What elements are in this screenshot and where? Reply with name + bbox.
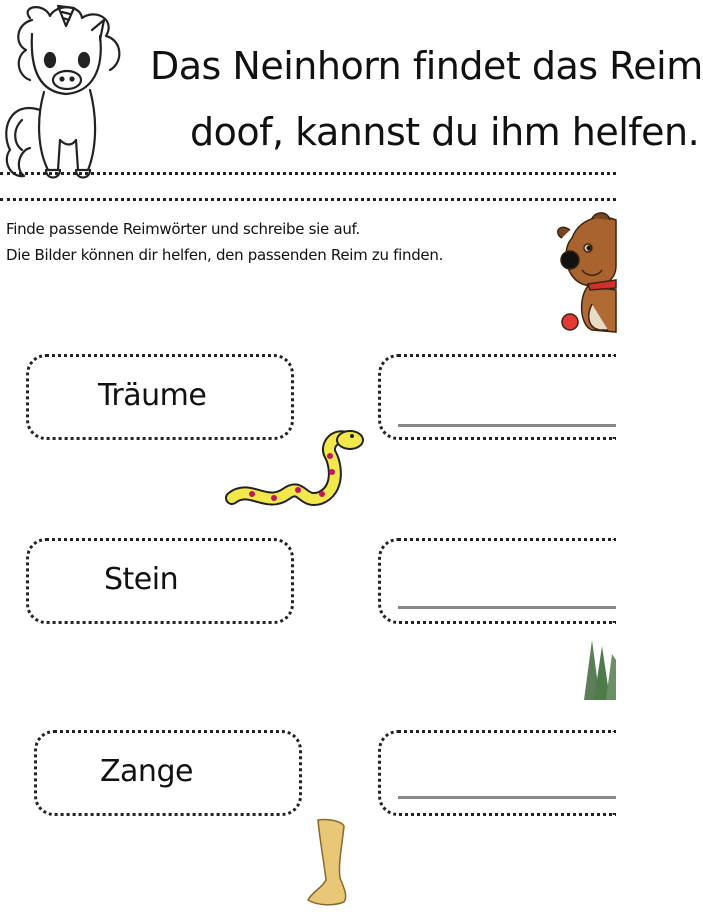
dog-icon bbox=[552, 208, 616, 336]
header-divider bbox=[0, 172, 616, 175]
answer-line-3 bbox=[398, 796, 616, 799]
word-1: Träume bbox=[98, 378, 207, 413]
unicorn-icon bbox=[0, 0, 136, 196]
page-title-line-1: Das Neinhorn findet das Reim bbox=[150, 44, 703, 88]
answer-field-3[interactable] bbox=[378, 730, 616, 816]
trees-icon bbox=[584, 640, 616, 700]
instruction-line-1: Finde passende Reimwörter und schreibe sie auf. bbox=[6, 220, 360, 238]
instruction-line-2: Die Bilder können dir helfen, den passenden Reim zu finden. bbox=[6, 246, 444, 264]
answer-field-1[interactable] bbox=[378, 354, 616, 440]
word-2: Stein bbox=[104, 562, 179, 597]
answer-field-2[interactable] bbox=[378, 538, 616, 624]
leg-icon bbox=[304, 816, 356, 908]
answer-line-1 bbox=[398, 424, 616, 427]
answer-line-2 bbox=[398, 606, 616, 609]
page-title-line-2: doof, kannst du ihm helfen. bbox=[190, 110, 700, 154]
snake-icon bbox=[226, 424, 370, 520]
word-3: Zange bbox=[100, 754, 193, 789]
section-divider bbox=[0, 198, 616, 201]
